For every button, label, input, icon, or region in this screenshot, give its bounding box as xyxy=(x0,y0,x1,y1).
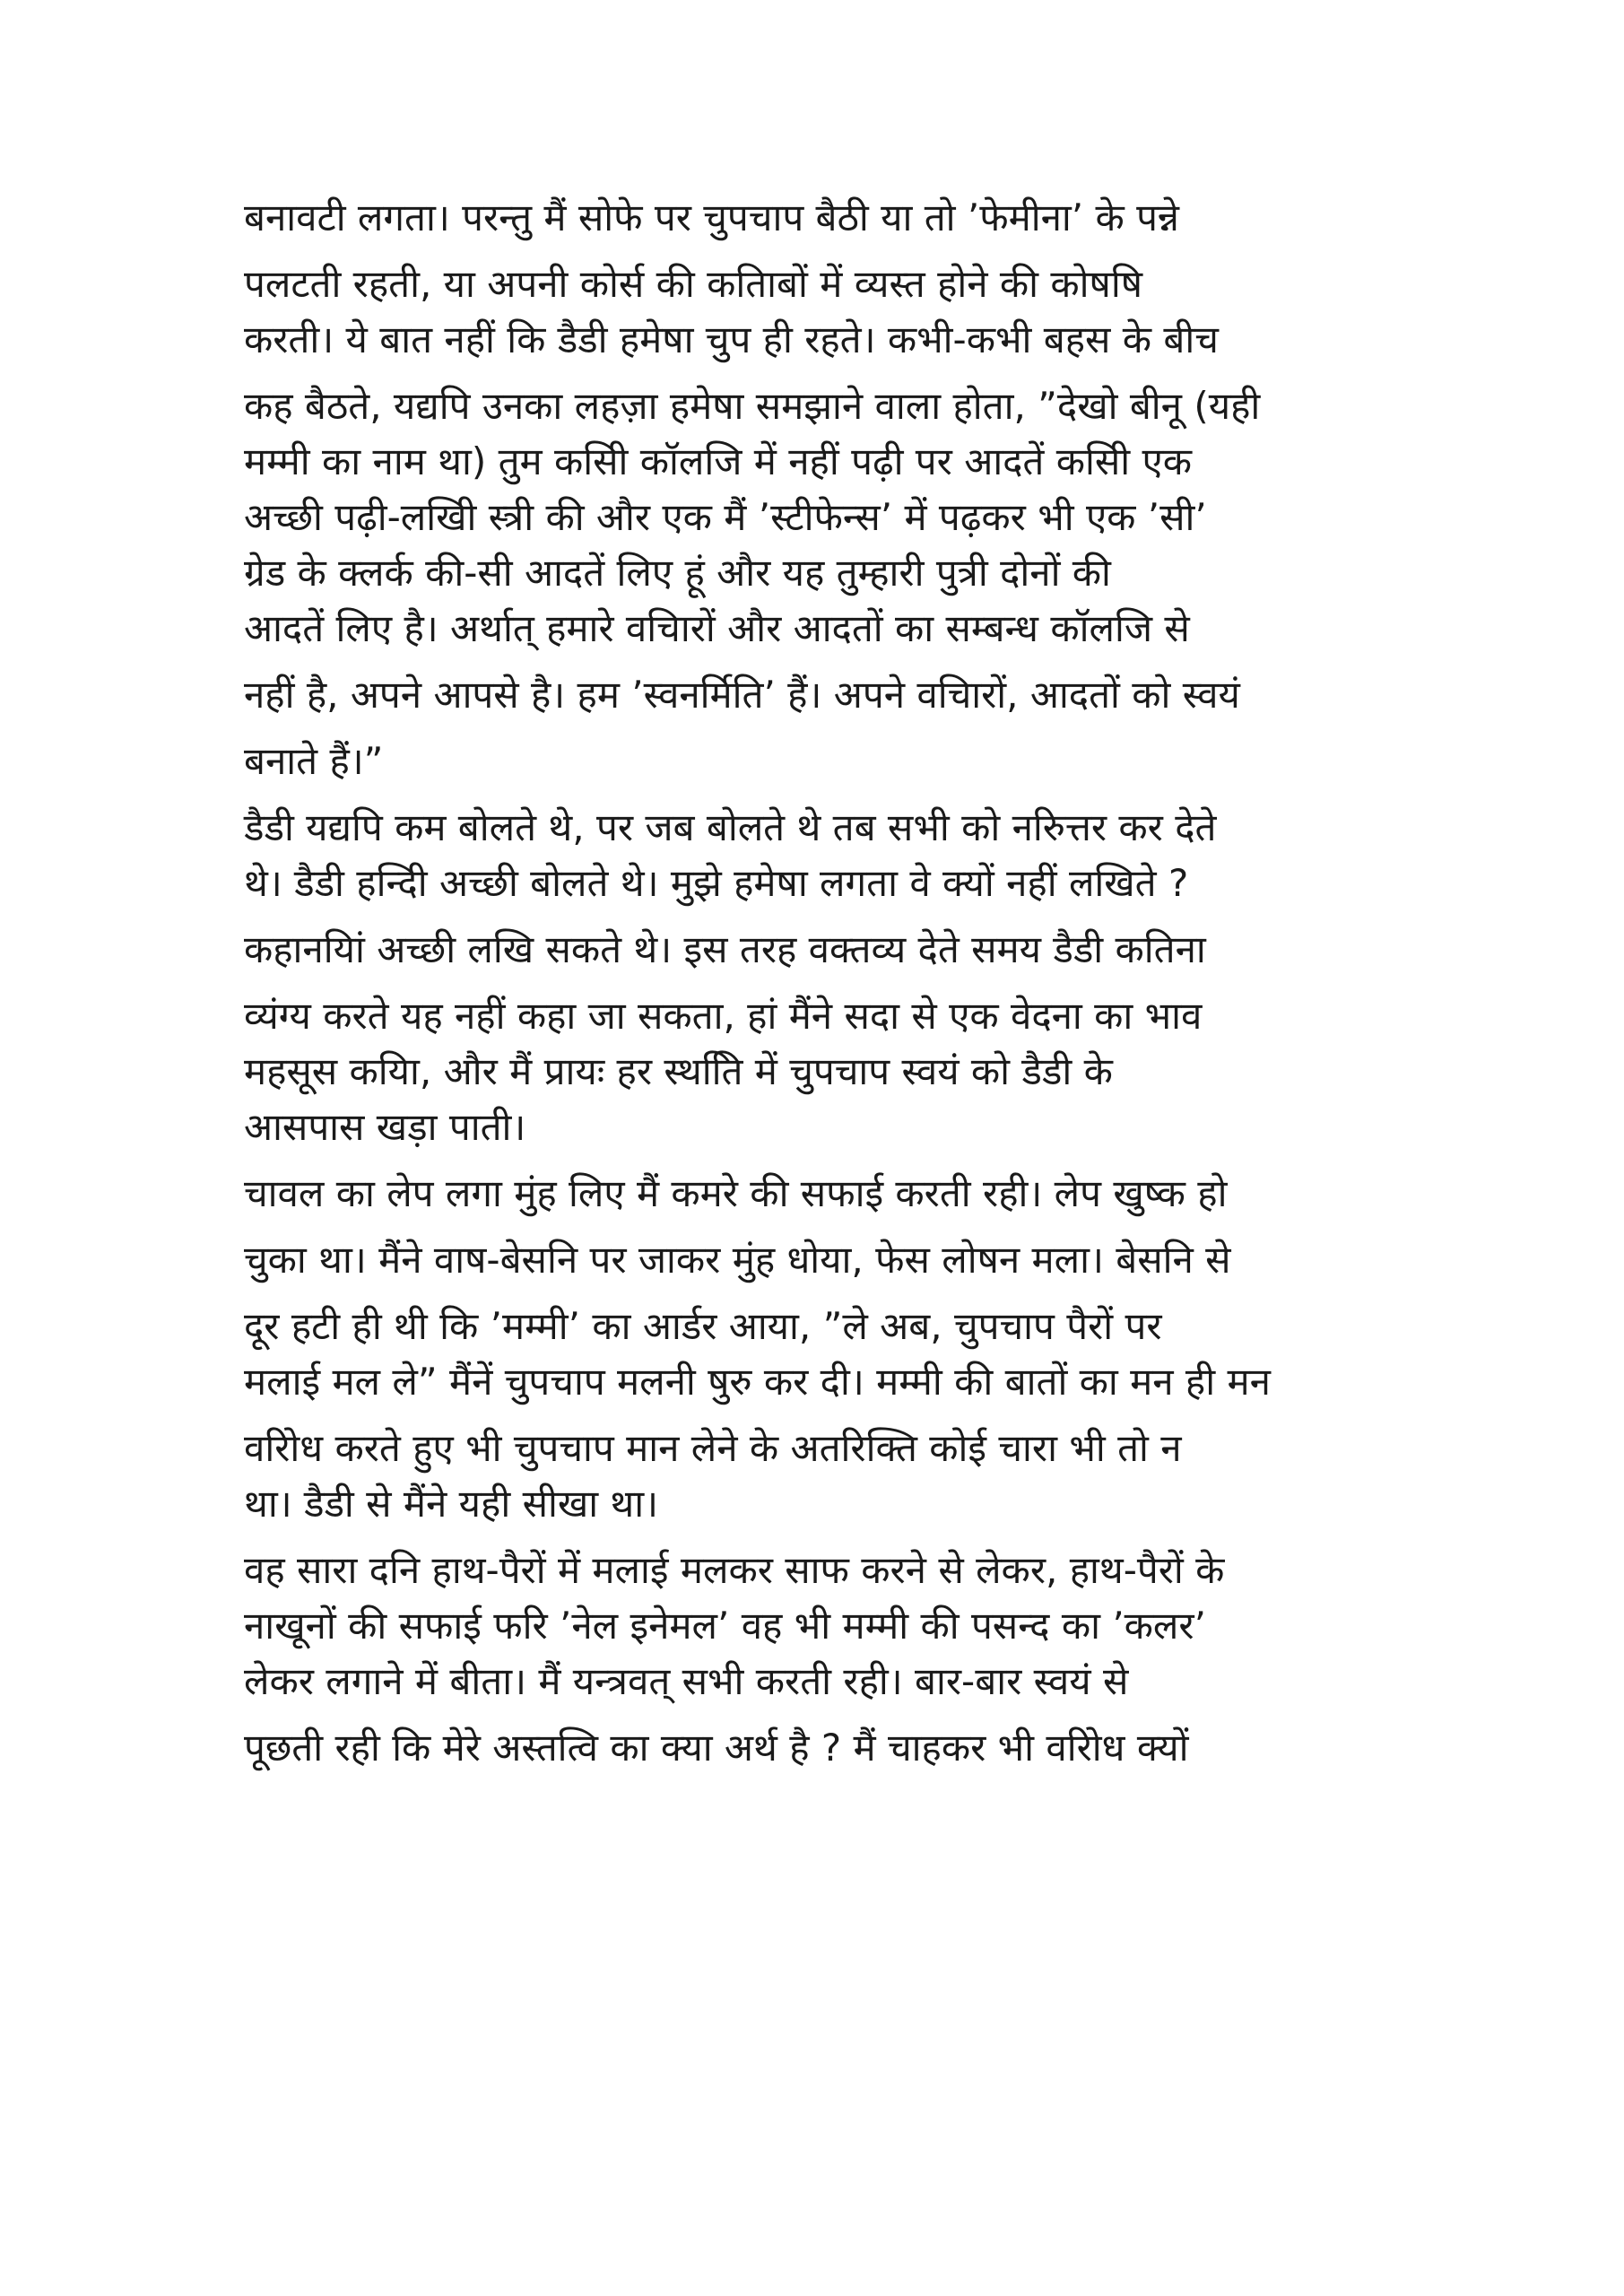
text-line-19: दूर हटी ही थी कि ’मम्मी’ का आर्डर आया, ”ले अब, चुपचाप पैरों पर xyxy=(244,1304,1162,1348)
text-line-21: वरिोध करते हुए भी चुपचाप मान लेने के अतरिक्ति कोई चारा भी तो न xyxy=(244,1426,1182,1470)
body-text xyxy=(244,193,1396,1773)
text-line-10: बनाते हैं।” xyxy=(244,739,384,783)
text-line-4: कह बैठते, यद्यपि उनका लहज़ा हमेषा समझाने वाला होता, ”देखो बीनू (यही xyxy=(244,384,1261,428)
text-line-13: कहानयिां अच्छी लखि सकते थे। इस तरह वक्तव्य देते समय डैडी कतिना xyxy=(244,927,1206,971)
text-line-5: मम्मी का नाम था) तुम कसिी कॉलजि में नहीं पढ़ी पर आदतें कसिी एक xyxy=(244,439,1192,483)
text-line-25: लेकर लगाने में बीता। मैं यन्त्रवत् सभी करती रही। बार-बार स्वयं से xyxy=(244,1659,1129,1703)
text-line-14: व्यंग्य करते यह नहीं कहा जा सकता, हां मैंने सदा से एक वेदना का भाव xyxy=(244,994,1203,1038)
text-line-20: मलाई मल ले” मैंनें चुपचाप मलनी षुरु कर दी। मम्मी की बातों का मन ही मन xyxy=(244,1360,1271,1404)
text-line-26: पूछती रही कि मेरे अस्तत्वि का क्या अर्थ है ? मैं चाहकर भी वरिोध क्यों xyxy=(244,1726,1189,1770)
text-line-3: करती। ये बात नहीं कि डैडी हमेषा चुप ही रहते। कभी-कभी बहस के बीच xyxy=(244,317,1219,361)
text-line-2: पलटती रहती, या अपनी कोर्स की कतिाबों में व्यस्त होने की कोषषि xyxy=(244,262,1142,306)
text-line-24: नाखूनों की सफाई फरि ’नेल इनेमल’ वह भी मम्मी की पसन्द का ’कलर’ xyxy=(244,1604,1206,1648)
text-line-17: चावल का लेप लगा मुंह लिए मैं कमरे की सफाई करती रही। लेप खुष्क हो xyxy=(244,1171,1228,1215)
text-line-8: आदतें लिए है। अर्थात् हमारे वचिारों और आदतों का सम्बन्ध कॉलजि से xyxy=(244,606,1190,650)
text-line-6: अच्छी पढ़ी-लखिी स्त्री की और एक मैं ’स्टीफेन्स’ में पढ़कर भी एक ’सी’ xyxy=(244,495,1207,539)
text-line-12: थे। डैडी हन्दिी अच्छी बोलते थे। मुझे हमेषा लगता वे क्यों नहीं लखिते ? xyxy=(244,861,1189,905)
text-line-7: ग्रेड के क्लर्क की-सी आदतें लिए हूं और यह तुम्हारी पुत्री दोनों की xyxy=(244,551,1111,595)
text-line-1: बनावटी लगता। परन्तु मैं सोफे पर चुपचाप बैठी या तो ’फेमीना’ के पन्ने xyxy=(244,196,1179,239)
text-line-9: नहीं है, अपने आपसे है। हम ’स्वनर्मिति’ हैं। अपने वचिारों, आदतों को स्वयं xyxy=(244,673,1240,717)
text-line-11: डैडी यद्यपि कम बोलते थे, पर जब बोलते थे तब सभी को नरिुत्तर कर देते xyxy=(244,805,1217,849)
text-line-15: महसूस कयिा, और मैं प्रायः हर स्थतिि में चुपचाप स्वयं को डैडी के xyxy=(244,1049,1113,1093)
text-line-23: वह सारा दनि हाथ-पैरों में मलाई मलकर साफ करने से लेकर, हाथ-पैरों के xyxy=(244,1548,1225,1592)
text-line-18: चुका था। मैंने वाष-बेसनि पर जाकर मुंह धोया, फेस लोषन मला। बेसनि से xyxy=(244,1238,1231,1282)
text-line-22: था। डैडी से मैंने यही सीखा था। xyxy=(244,1482,659,1526)
text-line-16: आसपास खड़ा पाती। xyxy=(244,1105,526,1149)
